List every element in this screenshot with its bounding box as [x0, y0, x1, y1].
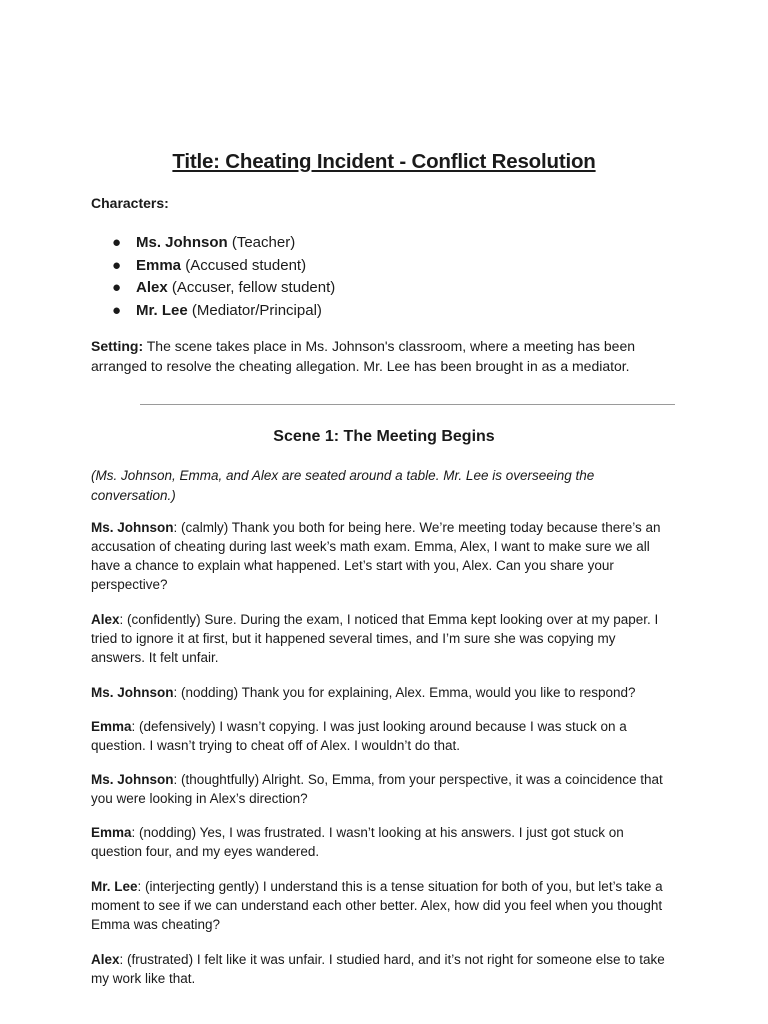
speaker-separator: : — [173, 520, 178, 535]
dialogue-text: (calmly) Thank you both for being here. We’re meeting today because there’s an accusation of cheating during last week’s math exam. Emma, Alex, I want to make sure we all have a chance to explain what happened. Let’s start with you, Alex. Can you share your perspective? — [91, 520, 661, 592]
dialogue-text: (frustrated) I felt like it was unfair. I studied hard, and it’s not right for someone else to take my work like that. — [91, 952, 665, 986]
speaker-separator: : — [119, 952, 124, 967]
character-item — [110, 277, 335, 300]
dialogue-text: (defensively) I wasn’t copying. I was just looking around because I was stuck on a question. I wasn’t trying to cheat off of Alex. I wouldn’t do that. — [91, 719, 627, 753]
speaker-separator: : — [173, 772, 178, 787]
speaker-name: Mr. Lee — [91, 879, 138, 894]
speaker-separator: : — [119, 612, 124, 627]
dialogue-line — [91, 823, 671, 861]
character-item — [110, 232, 335, 255]
character-name: Mr. Lee — [136, 301, 188, 319]
stage-direction: (Ms. Johnson, Emma, and Alex are seated around a table. Mr. Lee is overseeing the conversation.) — [91, 468, 595, 503]
scene-title: Scene 1: The Meeting Begins — [273, 428, 495, 445]
dialogue-line — [91, 950, 671, 988]
bullet-icon: ● — [112, 234, 122, 251]
dialogue-line — [91, 877, 671, 934]
dialogue-line — [91, 683, 671, 702]
speaker-separator: : — [131, 825, 136, 840]
document-title: Title: Cheating Incident - Conflict Resolution — [172, 150, 596, 173]
character-name: Alex — [136, 279, 168, 296]
characters-heading: Characters: — [91, 195, 169, 211]
dialogue-line — [91, 770, 671, 808]
bullet-icon: ● — [112, 256, 122, 274]
speaker-separator: : — [173, 685, 178, 700]
speaker-name: Ms. Johnson — [91, 685, 174, 700]
characters-list — [110, 232, 335, 322]
speaker-name: Emma — [91, 825, 132, 840]
horizontal-divider — [140, 404, 675, 405]
bullet-icon: ● — [112, 301, 122, 319]
speaker-name: Ms. Johnson — [91, 520, 174, 535]
character-role: (Teacher) — [227, 234, 296, 251]
character-role: (Mediator/Principal) — [187, 301, 322, 319]
dialogue-text: (confidently) Sure. During the exam, I noticed that Emma kept looking over at my paper. I tried to ignore it at first, but it happened several times, and I’m sure she was copying my answers. It felt unfair. — [91, 612, 659, 665]
bullet-icon: ● — [112, 279, 122, 296]
setting-paragraph — [91, 336, 671, 376]
dialogue-line — [91, 717, 671, 755]
dialogue-text: (nodding) Yes, I was frustrated. I wasn’t looking at his answers. I just got stuck on question four, and my eyes wandered. — [91, 825, 624, 859]
dialogue-text: (nodding) Thank you for explaining, Alex. Emma, would you like to respond? — [177, 685, 636, 700]
dialogue-text: (thoughtfully) Alright. So, Emma, from your perspective, it was a coincidence that you were looking in Alex’s direction? — [91, 772, 663, 806]
setting-text: The scene takes place in Ms. Johnson's classroom, where a meeting has been arranged to resolve the cheating allegation. Mr. Lee has been brought in as a mediator. — [91, 338, 636, 374]
speaker-separator: : — [131, 719, 136, 734]
character-role: (Accuser, fellow student) — [167, 279, 336, 296]
character-name: Ms. Johnson — [136, 234, 228, 251]
dialogue-line — [91, 610, 671, 667]
dialogue-text: (interjecting gently) I understand this is a tense situation for both of you, but let’s take a moment to see if we can understand each other better. Alex, how did you feel when you thought Emma was cheating? — [91, 879, 663, 932]
dialogue-line — [91, 518, 671, 594]
speaker-name: Alex — [91, 952, 120, 967]
setting-label: Setting: — [91, 338, 144, 354]
character-name: Emma — [136, 256, 182, 274]
character-item — [110, 300, 335, 323]
speaker-name: Alex — [91, 612, 120, 627]
speaker-name: Emma — [91, 719, 132, 734]
character-role: (Accused student) — [181, 256, 307, 274]
speaker-separator: : — [137, 879, 142, 894]
speaker-name: Ms. Johnson — [91, 772, 174, 787]
character-item — [110, 255, 335, 278]
